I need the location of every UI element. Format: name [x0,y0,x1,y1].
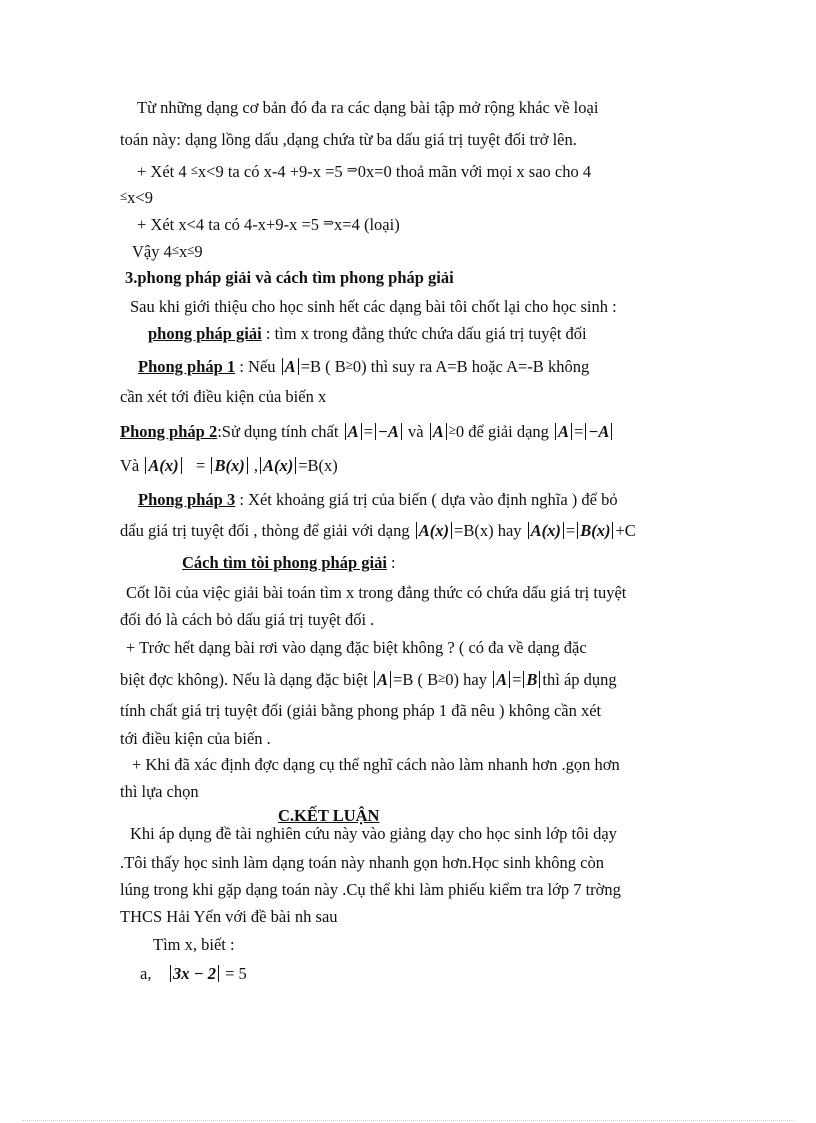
section-heading: C.KẾT LUẬN [278,806,380,825]
para-line: Sau khi giới thiệu cho học sinh hết các dạng bài tôi chốt lại cho học sinh : [130,297,617,316]
text: 0) hay [445,670,487,689]
method-title: Phong pháp 1 [138,357,236,376]
para-line: cần xét tới điều kiện của biến x [120,387,327,406]
text: = [565,521,576,540]
abs-expression: A [374,671,391,688]
abs-expression: A(x) [260,457,296,474]
abs-expression: A [555,423,572,440]
abs-expression: A [493,671,510,688]
para-line: + Khi đã xác định đợc dạng cụ thể nghĩ cách nào làm nhanh hơn .gọn hơn [132,755,620,774]
abs-expression: −A [375,423,402,440]
leq-symbol: ≤ [120,188,128,203]
subheading-line [148,324,587,344]
abs-expression: B(x) [211,457,247,474]
text: +C [615,521,636,540]
text: =B(x) hay [454,521,522,540]
text: 0x=0 thoả mãn với mọi x sao cho 4 [357,162,592,181]
text: x [179,242,188,261]
text: x=4 (loại) [334,215,400,234]
abs-expression: A [345,423,362,440]
text: biệt đợc không). Nếu là dạng đặc biệt [120,670,368,689]
text: = [363,422,373,441]
abs-expression: B [523,671,540,688]
geq-symbol: ≥ [438,670,446,685]
implies-arrow-icon: ⇒ [323,215,335,230]
abs-expression: 3x − 2 [170,965,219,982]
text: :Sử dụng tính chất [217,422,339,441]
abs-expression: A [282,358,299,375]
section-heading: 3.phong pháp giải và cách tìm phong pháp giải [125,268,454,287]
text: =B(x) [298,456,338,475]
para-line: tính chất giá trị tuyệt đối (giải bằng phong pháp 1 đã nêu ) không cần xét [120,701,602,720]
para-line: lúng trong khi gặp dạng toán này .Cụ thể khi làm phiếu kiểm tra lớp 7 trờng [120,880,621,899]
method-line [120,456,338,476]
leq-symbol: ≤ [171,242,180,257]
subheading-title: phong pháp giải [148,324,262,343]
text: Và [120,456,140,475]
subheading-line [182,553,396,573]
geq-symbol: ≥ [448,422,456,437]
para-line: + Trớc hết dạng bài rơi vào dạng đặc biệt không ? ( có đa về dạng đặc [126,638,587,657]
subheading-title: Cách tìm tòi phong pháp giải [182,553,387,572]
text: = [512,670,522,689]
text: = 5 [225,964,247,983]
text: + Xét 4 [137,162,187,181]
para-line: Cốt lõi của việc giải bài toán tìm x trong đẳng thức có chứa dấu giá trị tuyệt [126,583,627,602]
text: : [391,553,396,572]
text: + Xét x<4 ta có 4-x+9-x =5 [137,215,320,234]
method-line [120,420,614,442]
text: và [408,422,424,441]
para-line: Khi áp dụng đề tài nghiên cứu này vào giảng dạy cho học sinh lớp tôi dạy [130,824,617,843]
text: Vậy 4 [132,242,172,261]
text: =B ( B [393,670,439,689]
para-line: toán này: dạng lồng dấu ,dạng chứa từ ba dấu giá trị tuyệt đối trở lên. [120,130,577,149]
text: x<9 ta có x-4 +9-x =5 [197,162,343,181]
para-line: tới điều kiện của biến . [120,729,271,748]
text: : Nếu [239,357,276,376]
text: =B ( B [300,357,346,376]
case-line [137,213,400,235]
para-line: .Tôi thấy học sinh làm dạng toán này nhanh gọn hơn.Học sinh không còn [120,853,604,872]
abs-expression: A(x) [145,457,181,474]
method-title: Phong pháp 2 [120,422,218,441]
text: = [574,422,584,441]
text: , [253,456,258,475]
para-line: đối đó là cách bỏ dấu giá trị tuyệt đối . [120,610,375,629]
text: dấu giá trị tuyệt đối , thòng để giải với dạng [120,521,410,540]
para-line: thì lựa chọn [120,782,199,801]
exercise-line [140,964,247,984]
leq-symbol: ≤ [187,242,195,257]
abs-expression: A [430,423,447,440]
method-title: Phong pháp 3 [138,490,236,509]
para-line [120,668,617,690]
text: 0) thì suy ra A=B hoặc A=-B không [352,357,590,376]
text: x<9 [127,188,153,207]
abs-expression: B(x) [577,522,613,539]
text: 0 để giải dạng [455,422,549,441]
conclusion-line [132,240,203,262]
page-footer-divider [22,1120,794,1121]
text: thì áp dụng [542,670,617,689]
para-line: Tìm x, biết : [153,935,235,954]
text: : Xét khoảng giá trị của biến ( dựa vào định nghĩa ) để bỏ [239,490,618,509]
method-line [120,521,636,541]
para-line: THCS Hải Yến với đề bài nh sau [120,907,338,926]
text: = [196,456,206,475]
para-line: Từ những dạng cơ bản đó đa ra các dạng bài tập mở rộng khác về loại [137,98,599,117]
text: : tìm x trong đẳng thức chứa dấu giá trị tuyệt đối [265,324,587,343]
exercise-label: a, [140,964,152,983]
geq-symbol: ≥ [345,357,353,372]
case-line [120,186,153,208]
case-line [137,160,591,182]
method-line [138,355,589,377]
abs-expression: −A [585,423,612,440]
implies-arrow-icon: ⇒ [346,162,358,177]
method-line [138,490,618,510]
abs-expression: A(x) [528,522,564,539]
leq-symbol: ≤ [190,162,198,177]
text: 9 [194,242,203,261]
abs-expression: A(x) [416,522,452,539]
